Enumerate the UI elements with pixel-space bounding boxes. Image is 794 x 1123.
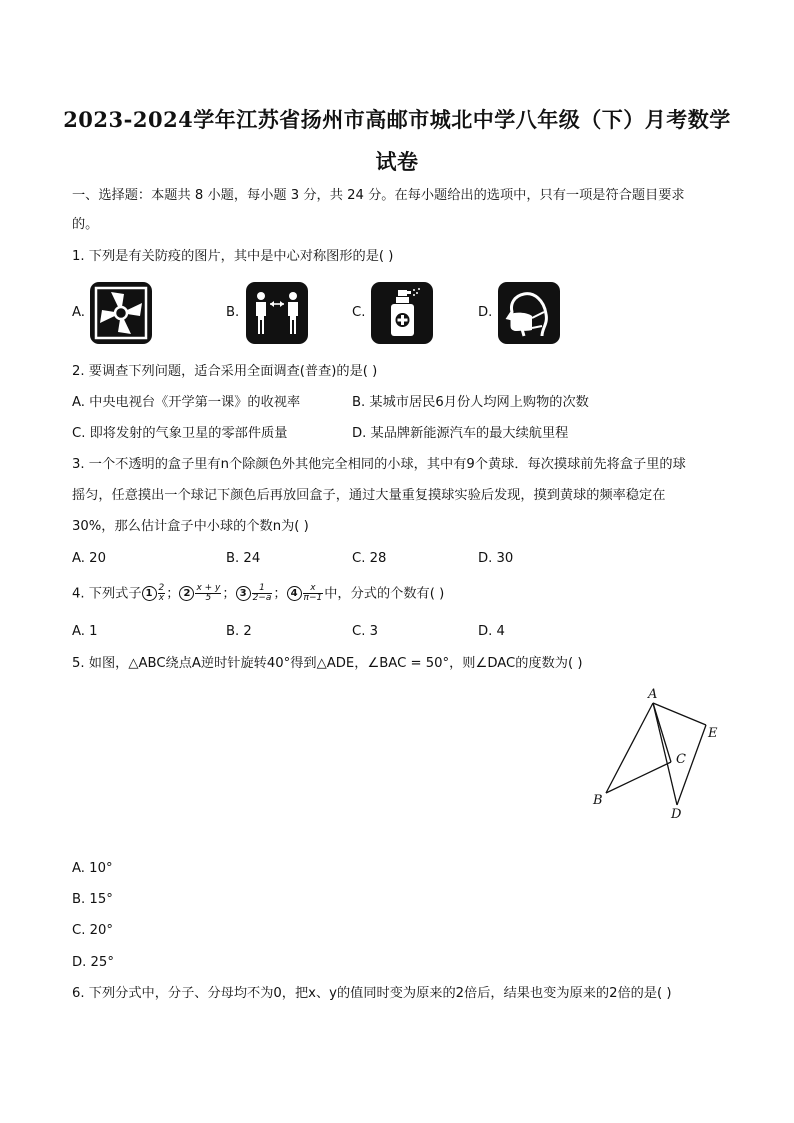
q4-separator-1: ；: [166, 586, 180, 602]
question-3-stem-3: 30%，那么估计盒子中小球的个数n为( ): [72, 519, 309, 534]
segment-ae: [653, 703, 706, 725]
question-4-stem: [72, 584, 444, 604]
label-c: C: [676, 752, 686, 767]
segment-ab: [606, 703, 653, 793]
question-2-stem: 2. 要调查下列问题，适合采用全面调查(普查)的是( ): [72, 364, 378, 379]
fan-icon: [90, 282, 152, 344]
q3-option-d: D. 30: [478, 551, 514, 566]
question-3-stem-1: 3. 一个不透明的盒子里有n个除颜色外其他完全相同的小球，其中有9个黄球．每次摸球前先将盒子里的球: [72, 457, 686, 472]
q2-option-a: A. 中央电视台《开学第一课》的收视率: [72, 395, 301, 410]
q4-f1-numerator: 2: [158, 583, 165, 593]
exam-title-line-2: 试卷: [375, 149, 419, 174]
triangle-rotation-figure: [585, 683, 725, 823]
q1-option-b-label: B.: [226, 305, 240, 320]
segment-bc: [606, 762, 671, 793]
q4-separator-2: ；: [222, 586, 236, 602]
q4-f1-denominator: x: [158, 593, 165, 603]
segment-ad: [653, 703, 677, 805]
social-distance-icon: [246, 282, 308, 344]
q2-option-b: B. 某城市居民6月份人均网上购物的次数: [352, 395, 589, 410]
q4-f3-denominator: 2−a: [252, 593, 272, 603]
q2-option-c: C. 即将发射的气象卫星的零部件质量: [72, 426, 288, 441]
q4-fraction-2: [195, 584, 221, 603]
q4-fraction-3: [252, 584, 273, 603]
q5-option-a: A. 10°: [72, 861, 113, 876]
q4-option-b: B. 2: [226, 624, 252, 639]
q3-option-a: A. 20: [72, 551, 106, 566]
q4-f4-denominator: π−1: [303, 593, 323, 603]
q5-option-d: D. 25°: [72, 955, 114, 970]
q4-option-c: C. 3: [352, 624, 378, 639]
label-e: E: [708, 726, 718, 741]
question-5-stem: 5. 如图，△ABC绕点A逆时针旋转40°得到△ADE，∠BAC = 50°，则∠DAC的度数为( ): [72, 656, 583, 671]
q1-option-a-label: A.: [72, 305, 85, 320]
label-a: A: [648, 687, 658, 702]
q4-circled-2: 2: [179, 586, 194, 601]
face-mask-icon: [498, 282, 560, 344]
q4-prefix: 4. 下列式子: [72, 586, 142, 602]
question-3-stem-2: 摇匀，任意摸出一个球记下颜色后再放回盒子，通过大量重复摸球实验后发现，摸到黄球的频率稳定在: [72, 488, 666, 503]
q1-option-c-label: C.: [352, 305, 366, 320]
q4-circled-4: 4: [287, 586, 302, 601]
q3-option-b: B. 24: [226, 551, 261, 566]
exam-title-line-1: 2023-2024学年江苏省扬州市高邮市城北中学八年级（下）月考数学: [63, 107, 731, 132]
section-instructions-cont: 的。: [72, 217, 99, 232]
q5-option-c: C. 20°: [72, 923, 113, 938]
q3-option-c: C. 28: [352, 551, 387, 566]
q5-option-b: B. 15°: [72, 892, 113, 907]
label-b: B: [593, 793, 603, 808]
q4-fraction-1: [158, 584, 166, 603]
q4-f2-denominator: 5: [205, 593, 212, 603]
q4-circled-3: 3: [236, 586, 251, 601]
q4-circled-1: 1: [142, 586, 157, 601]
q4-option-a: A. 1: [72, 624, 98, 639]
q4-separator-3: ；: [273, 586, 287, 602]
question-1-stem: 1. 下列是有关防疫的图片，其中是中心对称图形的是( ): [72, 249, 394, 264]
section-instructions: 一、选择题：本题共 8 小题，每小题 3 分，共 24 分。在每小题给出的选项中，只有一项是符合题目要求: [72, 188, 685, 203]
q1-option-d-label: D.: [478, 305, 493, 320]
q4-option-d: D. 4: [478, 624, 505, 639]
q4-f3-numerator: 1: [252, 584, 273, 594]
q4-f2-numerator: x + y: [196, 583, 221, 593]
q4-fraction-4: [303, 584, 324, 603]
q4-suffix: 中，分式的个数有( ): [324, 586, 445, 602]
label-d: D: [671, 807, 682, 822]
q4-f4-numerator: x: [303, 584, 324, 594]
question-6-stem: 6. 下列分式中，分子、分母均不为0，把x、y的值同时变为原来的2倍后，结果也变为原来的2倍的是( ): [72, 986, 672, 1001]
sanitizer-spray-icon: [371, 282, 433, 344]
q2-option-d: D. 某品牌新能源汽车的最大续航里程: [352, 426, 569, 441]
